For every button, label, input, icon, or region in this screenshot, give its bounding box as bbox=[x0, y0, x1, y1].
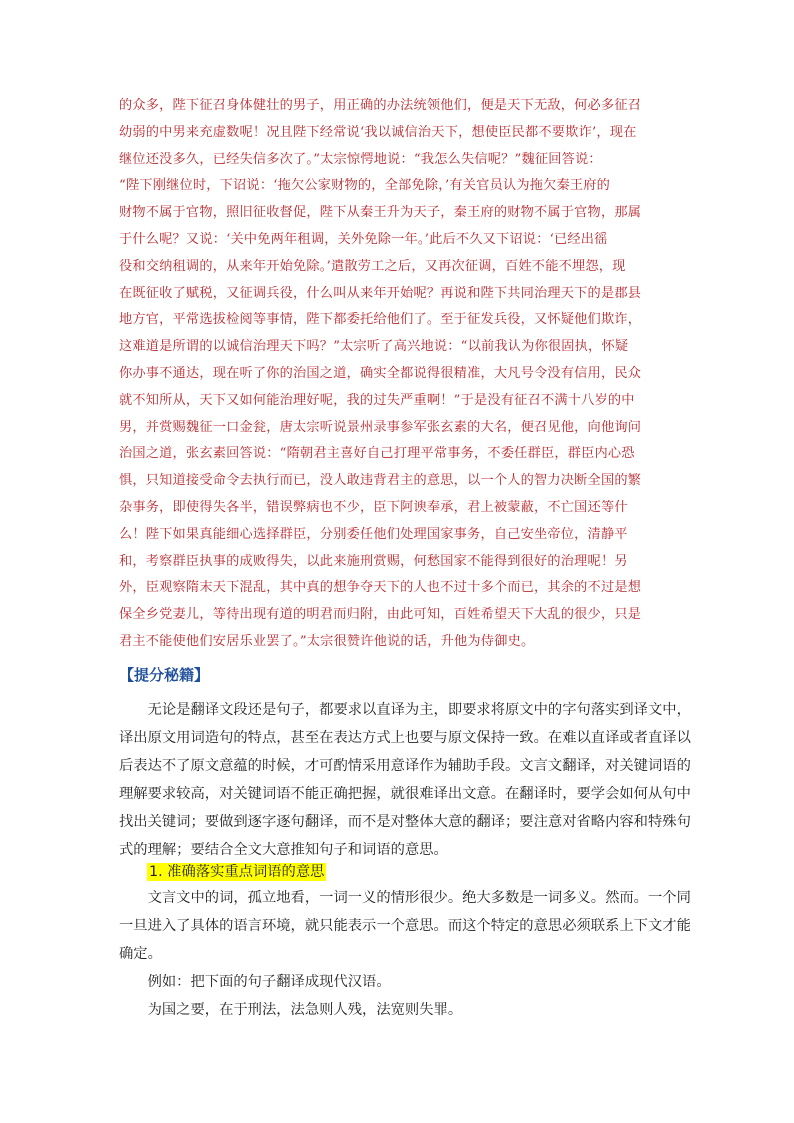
translation-line: 财物不属于官物，照旧征收督促，陛下从秦王升为天子，秦王府的财物不属于官物，那属 bbox=[119, 205, 642, 221]
translation-line: 继位还没多久，已经失信多次了。”太宗惊愕地说：“我怎么失信呢？”魏征回答说： bbox=[119, 151, 602, 167]
translation-line: 在既征收了赋税，又征调兵役，什么叫从来年开始呢？再说和陛下共同治理天下的是郡县 bbox=[119, 285, 642, 301]
translation-line: 么！陛下如果真能细心选择群臣，分别委任他们处理国家事务，自己安坐帝位，清静平 bbox=[119, 526, 628, 542]
translation-text-block bbox=[119, 93, 679, 656]
translation-line: 役和交纳租调的，从来年开始免除。’遣散劳工之后，又再次征调，百姓不能不埋怨，现 bbox=[119, 258, 626, 274]
tips-line: 理解要求较高，对关键词语不能正确把握，就很难译出文意。在翻译时，要学会如何从句中 bbox=[119, 786, 691, 802]
section-heading-line bbox=[147, 860, 326, 884]
translation-line: 你办事不通达，现在听了你的治国之道，确实全都说得很精准，大凡号令没有信用，民众 bbox=[119, 365, 642, 381]
translation-line: 君主不能使他们安居乐业罢了。”太宗很赞许他说的话，升他为侍御史。 bbox=[119, 633, 535, 649]
translation-line: 的众多，陛下征召身体健壮的男子，用正确的办法统领他们，便是天下无敌，何必多征召 bbox=[119, 98, 642, 113]
translation-line: 惧，只知道接受命令去执行而已，没人敢违背君主的意思，以一个人的智力决断全国的繁 bbox=[119, 473, 642, 489]
translation-line: 幼弱的中男来充虚数呢！况且陛下经常说‘我以诚信治天下，想使臣民都不要欺诈’，现在 bbox=[119, 124, 637, 140]
tips-line: 无论是翻译文段还是句子，都要求以直译为主，即要求将原文中的字句落实到译文中， bbox=[119, 702, 691, 718]
tips-line: 译出原文用词造句的特点，甚至在表达方式上也要与原文保持一致。在难以直译或者直译以 bbox=[119, 730, 691, 746]
section-line: 为国之要，在于刑法，法急则人残，法宽则失罪。 bbox=[119, 1002, 463, 1018]
section-paragraph bbox=[119, 884, 691, 1024]
tips-heading: 【提分秘籍】 bbox=[119, 666, 210, 684]
translation-line: 男，并赏赐魏征一口金瓮，唐太宗听说景州录事参军张玄素的大名，便召见他，向他询问 bbox=[119, 419, 642, 435]
section-heading-highlighted: 1. 准确落实重点词语的意思 bbox=[149, 864, 325, 880]
translation-line: 这难道是所谓的以诚信治理天下吗？”太宗听了高兴地说：“以前我认为你很固执，怀疑 bbox=[119, 339, 629, 355]
translation-line: 就不知所从，天下又如何能治理好呢，我的过失严重啊！”于是没有征召不满十八岁的中 bbox=[119, 392, 635, 408]
section-line: 文言文中的词，孤立地看，一词一义的情形很少。绝大多数是一词多义。然而。一个同 bbox=[119, 890, 691, 906]
tips-line: 式的理解；要结合全文大意推知句子和词语的意思。 bbox=[119, 842, 448, 858]
tips-line: 后表达不了原文意蕴的时候，才可酌情采用意译作为辅助手段。文言文翻译，对关键词语的 bbox=[119, 758, 691, 774]
tips-line: 找出关键词；要做到逐字逐句翻译，而不是对整体大意的翻译；要注意对省略内容和特殊句 bbox=[119, 814, 691, 830]
section-line: 一旦进入了具体的语言环境，就只能表示一个意思。而这个特定的意思必须联系上下文才能 bbox=[119, 918, 691, 934]
section-line: 确定。 bbox=[119, 946, 162, 962]
translation-line: 治国之道，张玄素回答说：“隋朝君主喜好自己打理平常事务，不委任群臣，群臣内心恐 bbox=[119, 446, 635, 462]
translation-line: 保全乡党妻儿，等待出现有道的明君而归附，由此可知，百姓希望天下大乱的很少，只是 bbox=[119, 607, 642, 623]
tips-paragraph bbox=[119, 696, 691, 864]
translation-line: 于什么呢？又说：‘关中免两年租调，关外免除一年。’此后不久又下诏说：‘已经出徭 bbox=[119, 231, 608, 247]
translation-line: 外，臣观察隋末天下混乱，其中真的想争夺天下的人也不过十多个而已，其余的不过是想 bbox=[119, 580, 642, 596]
translation-line: 杂事务，即使得失各半，错误弊病也不少，臣下阿谀奉承，君上被蒙蔽，不亡国还等什 bbox=[119, 499, 628, 515]
translation-line: “陛下刚继位时，下诏说：‘拖欠公家财物的，全部免除，’有关官员认为拖欠秦王府的 bbox=[119, 178, 611, 194]
section-line: 例如：把下面的句子翻译成现代汉语。 bbox=[119, 974, 391, 990]
translation-line: 地方官，平常选拔检阅等事情，陛下都委托给他们了。至于征发兵役，又怀疑他们欺诈， bbox=[119, 312, 642, 328]
translation-line: 和，考察群臣执事的成败得失，以此来施刑赏赐，何愁国家不能得到很好的治理呢！另 bbox=[119, 553, 628, 569]
